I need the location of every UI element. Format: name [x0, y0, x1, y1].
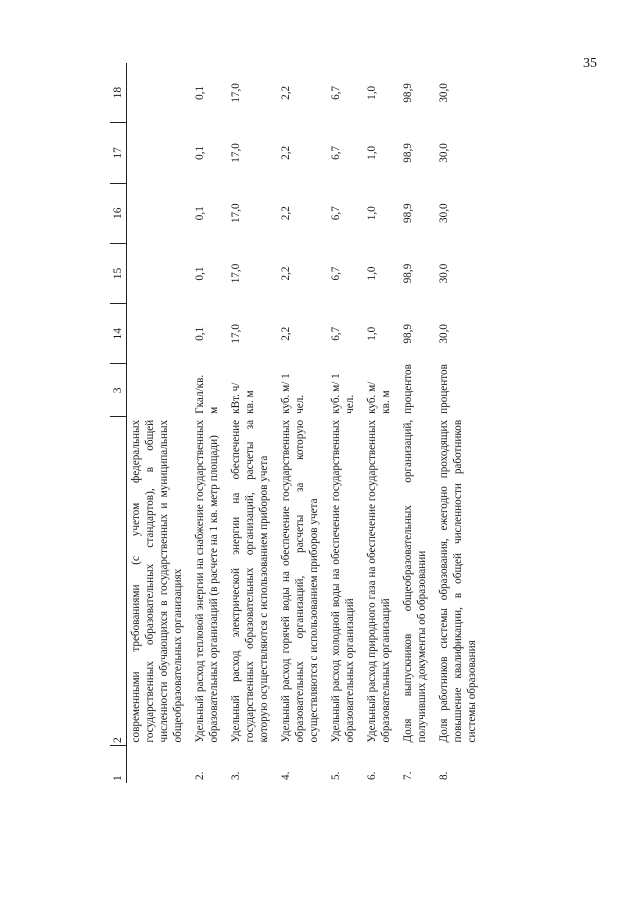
header-col-15: 15 — [110, 243, 127, 303]
row-value-15: 2,2 — [280, 266, 293, 281]
row-value-15: 6,7 — [330, 266, 343, 281]
row-value-14: 6,7 — [330, 326, 343, 341]
header-col-18: 18 — [110, 63, 127, 123]
table-row — [191, 63, 227, 783]
row-indicator-text: Удельный расход электрической энергии на обеспечение государственных образовательных организаций, расчеты за которую осуществляются с использованием приборов учета — [230, 419, 271, 743]
table-row — [127, 63, 192, 783]
row-value-18: 30,0 — [438, 83, 451, 103]
row-value-16: 17,0 — [230, 203, 243, 223]
header-row — [110, 63, 127, 783]
row-value-16: 30,0 — [438, 203, 451, 223]
row-value-14: 30,0 — [438, 324, 451, 344]
row-unit: кВт. ч/ кв. м — [230, 382, 257, 414]
row-number: 4. — [280, 771, 293, 780]
table-header — [110, 63, 127, 783]
row-value-16: 6,7 — [330, 206, 343, 221]
header-col-14: 14 — [110, 304, 127, 364]
table-row — [435, 63, 485, 783]
table-row — [399, 63, 435, 783]
header-col-1: 1 — [110, 745, 127, 783]
row-value-15: 30,0 — [438, 263, 451, 284]
row-value-16 — [127, 183, 192, 243]
row-number — [127, 745, 192, 783]
header-col-2: 2 — [110, 417, 127, 746]
row-value-17: 30,0 — [438, 143, 451, 163]
row-value-18: 17,0 — [230, 83, 243, 103]
row-value-18: 98,9 — [402, 83, 415, 103]
row-unit: куб. м/ 1 чел. — [280, 373, 307, 414]
page-number: 35 — [583, 56, 597, 71]
row-indicator-text: современными требованиями (с учетом федеральных государственных образовательных стандартов), в общей численности обучающихся в государственных и муниципальных общеобразовательных организациях — [130, 419, 185, 743]
header-col-3: 3 — [110, 364, 127, 417]
row-value-14: 98,9 — [402, 324, 415, 344]
table-row — [227, 63, 277, 783]
row-value-16: 98,9 — [402, 203, 415, 223]
table-row — [363, 63, 399, 783]
row-unit: куб. м/ кв. м — [366, 381, 393, 414]
indicator-table — [110, 63, 485, 783]
row-value-17: 0,1 — [194, 145, 207, 160]
row-value-14: 1,0 — [366, 326, 379, 341]
row-value-15: 17,0 — [230, 263, 243, 284]
row-indicator-text: Доля работников системы образования, ежегодно проходящих повышение квалификации, в общей численности работников системы образования — [438, 419, 479, 743]
row-number: 2. — [194, 771, 207, 780]
row-number: 8. — [438, 771, 451, 780]
row-number: 5. — [330, 771, 343, 780]
row-unit — [127, 364, 192, 417]
row-value-14: 2,2 — [280, 326, 293, 341]
indicator-table-rotated — [110, 63, 530, 783]
row-number: 3. — [230, 771, 243, 780]
row-value-16: 0,1 — [194, 206, 207, 221]
row-indicator-text: Удельный расход горячей воды на обеспечение государственных образовательных организаций, расчеты за которую осуществляются с использованием приборов учета — [280, 419, 321, 743]
row-indicator-text: Доля выпускников общеобразовательных организаций, получивших документы об образовании — [402, 419, 429, 743]
table-row — [327, 63, 363, 783]
row-value-15: 1,0 — [366, 266, 379, 281]
row-unit: куб. м/ 1 чел. — [330, 373, 357, 414]
row-value-17 — [127, 123, 192, 183]
row-value-15: 0,1 — [194, 266, 207, 281]
row-value-18 — [127, 63, 192, 123]
table-row — [277, 63, 327, 783]
row-value-17: 6,7 — [330, 145, 343, 160]
row-number: 7. — [402, 771, 415, 780]
row-indicator-text: Удельный расход тепловой энергии на снабжение государственных образовательных организаций (в расчете на 1 кв. метр площади) — [194, 419, 221, 743]
row-value-14: 0,1 — [194, 326, 207, 341]
table-body — [127, 63, 486, 783]
row-value-18: 6,7 — [330, 85, 343, 100]
row-value-14: 17,0 — [230, 324, 243, 344]
row-value-14 — [127, 304, 192, 364]
row-value-17: 1,0 — [366, 145, 379, 160]
row-number: 6. — [366, 771, 379, 780]
row-value-16: 2,2 — [280, 206, 293, 221]
row-indicator-text: Удельный расход холодной воды на обеспечение государственных образовательных организаций — [330, 419, 357, 743]
row-value-18: 1,0 — [366, 85, 379, 100]
row-value-15 — [127, 243, 192, 303]
row-value-15: 98,9 — [402, 263, 415, 284]
row-unit: процентов — [438, 364, 451, 414]
row-unit: процентов — [402, 364, 415, 414]
row-value-18: 2,2 — [280, 85, 293, 100]
row-value-17: 17,0 — [230, 143, 243, 163]
row-value-17: 2,2 — [280, 145, 293, 160]
header-col-17: 17 — [110, 123, 127, 183]
row-indicator-text: Удельный расход природного газа на обеспечение государственных образовательных организаций — [366, 419, 393, 743]
header-col-16: 16 — [110, 183, 127, 243]
row-value-16: 1,0 — [366, 206, 379, 221]
row-unit: Гкал/кв. м — [194, 374, 221, 414]
row-value-18: 0,1 — [194, 85, 207, 100]
row-value-17: 98,9 — [402, 143, 415, 163]
